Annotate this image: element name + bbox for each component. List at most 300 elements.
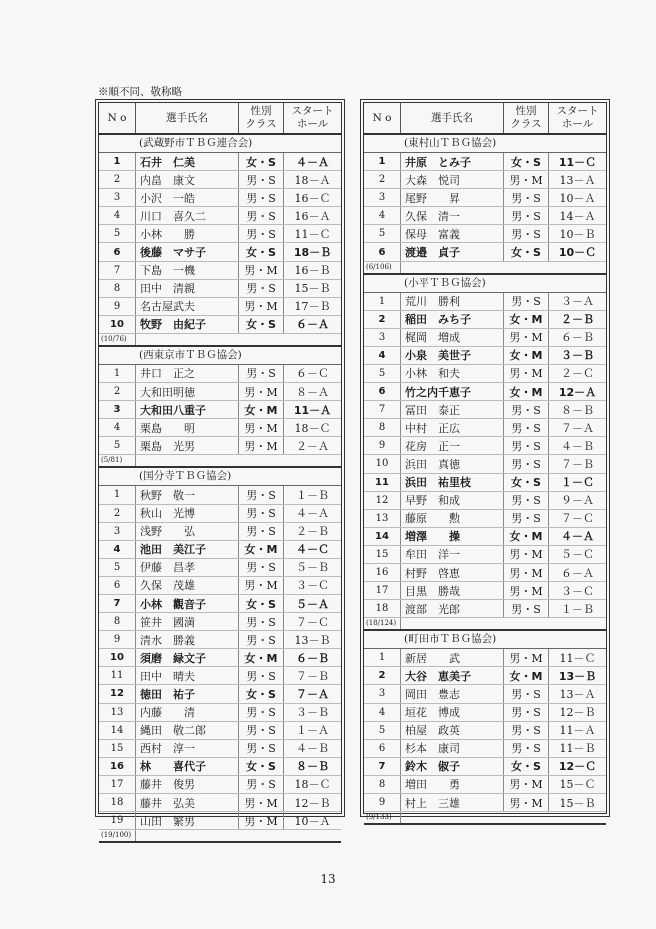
start-hole: 15－Ｃ bbox=[559, 778, 596, 792]
player-class: 男・M bbox=[504, 365, 549, 382]
player-number: 9 bbox=[99, 631, 136, 648]
player-class: 男・S bbox=[504, 722, 549, 739]
player-number: 9 bbox=[364, 794, 401, 811]
player-number: 19 bbox=[99, 812, 136, 829]
player-name: 増澤 操 bbox=[401, 528, 504, 545]
player-name: 秋野 敬一 bbox=[136, 486, 239, 503]
table-row bbox=[364, 758, 606, 776]
table-row bbox=[364, 600, 606, 618]
table-row bbox=[99, 171, 341, 189]
player-class: 男・S bbox=[239, 740, 284, 757]
start-hole: ３－Ｂ bbox=[296, 706, 329, 720]
table-row bbox=[364, 474, 606, 492]
player-number: 2 bbox=[99, 171, 136, 188]
player-number: 2 bbox=[364, 667, 401, 684]
group-title: (町田市ＴＢＧ協会) bbox=[364, 631, 606, 649]
note-text: ※順不同、敬称略 bbox=[98, 86, 182, 98]
player-number: 17 bbox=[99, 776, 136, 793]
player-class: 男・S bbox=[239, 559, 284, 576]
player-class: 男・M bbox=[504, 776, 549, 793]
player-name: 笹井 國満 bbox=[136, 613, 239, 630]
player-class: 女・M bbox=[504, 311, 549, 328]
table-row bbox=[99, 280, 341, 298]
player-name: 稲田 みち子 bbox=[401, 311, 504, 328]
player-number: 5 bbox=[364, 722, 401, 739]
player-class: 男・S bbox=[504, 704, 549, 721]
player-number: 1 bbox=[99, 153, 136, 170]
player-class: 男・S bbox=[504, 437, 549, 454]
player-number: 1 bbox=[99, 365, 136, 382]
table-row bbox=[364, 401, 606, 419]
start-hole: ３－Ｃ bbox=[296, 579, 329, 593]
start-hole: ６－Ｂ bbox=[561, 331, 594, 345]
player-class: 女・M bbox=[239, 541, 284, 558]
player-number: 10 bbox=[99, 316, 136, 333]
player-name: 久保 清一 bbox=[401, 207, 504, 224]
group-title: (小平ＴＢＧ協会) bbox=[364, 275, 606, 293]
player-name: 浜田 祐里枝 bbox=[401, 474, 504, 491]
table-row bbox=[99, 667, 341, 685]
table-row bbox=[99, 401, 341, 419]
player-name: 尾野 昇 bbox=[401, 189, 504, 206]
player-name: 村上 三雄 bbox=[401, 794, 504, 811]
player-number: 7 bbox=[364, 401, 401, 418]
left-table-body bbox=[99, 135, 341, 843]
player-number: 4 bbox=[99, 207, 136, 224]
start-hole: ４－Ａ bbox=[296, 155, 329, 169]
start-hole: ８－Ｂ bbox=[296, 760, 329, 774]
player-name: 岡田 豊志 bbox=[401, 685, 504, 702]
player-name: 秋山 光博 bbox=[136, 505, 239, 522]
start-hole: ７－Ｂ bbox=[296, 669, 329, 683]
player-number: 17 bbox=[364, 582, 401, 599]
player-name: 早野 和成 bbox=[401, 492, 504, 509]
player-name: 梶岡 増成 bbox=[401, 329, 504, 346]
player-name: 縄田 敬二郎 bbox=[136, 722, 239, 739]
player-class: 女・S bbox=[239, 316, 284, 333]
table-row bbox=[364, 546, 606, 564]
group-title: (国分寺ＴＢＧ協会) bbox=[99, 468, 341, 486]
start-hole: 10－Ｂ bbox=[559, 227, 596, 241]
start-hole: ７－Ａ bbox=[296, 687, 329, 701]
player-number: 2 bbox=[99, 505, 136, 522]
table-row bbox=[364, 704, 606, 722]
start-hole: 11－Ｃ bbox=[294, 227, 331, 241]
player-name: 牟田 洋一 bbox=[401, 546, 504, 563]
table-row bbox=[364, 171, 606, 189]
start-hole: ８－Ｂ bbox=[561, 403, 594, 417]
player-name: 須磨 緑文子 bbox=[136, 649, 239, 666]
player-class: 男・S bbox=[504, 510, 549, 527]
player-name: 杉本 康司 bbox=[401, 740, 504, 757]
player-name: 清水 勝義 bbox=[136, 631, 239, 648]
table-row bbox=[364, 492, 606, 510]
table-row bbox=[364, 794, 606, 812]
player-number: 1 bbox=[364, 649, 401, 666]
player-number: 13 bbox=[364, 510, 401, 527]
start-hole: 11－Ｂ bbox=[559, 742, 596, 756]
table-row bbox=[364, 189, 606, 207]
table-row bbox=[364, 153, 606, 171]
start-hole: 18－Ｂ bbox=[293, 246, 332, 260]
start-hole: 10－Ａ bbox=[294, 814, 331, 828]
player-class: 男・S bbox=[239, 722, 284, 739]
player-class: 男・M bbox=[239, 577, 284, 594]
start-hole: ８－Ａ bbox=[296, 385, 329, 399]
player-name: 田中 清親 bbox=[136, 280, 239, 297]
table-row bbox=[99, 419, 341, 437]
player-number: 6 bbox=[99, 243, 136, 260]
group-count-text: (6/106) bbox=[366, 262, 401, 273]
start-hole: ４－Ｂ bbox=[561, 439, 594, 453]
table-row bbox=[364, 722, 606, 740]
player-name: 徳田 祐子 bbox=[136, 685, 239, 702]
start-hole: 16－Ａ bbox=[294, 209, 331, 223]
header-name: 選手氏名 bbox=[136, 103, 239, 133]
player-name: 荒川 勝利 bbox=[401, 293, 504, 310]
player-name: 大和田八重子 bbox=[136, 401, 239, 418]
player-number: 2 bbox=[99, 383, 136, 400]
table-row bbox=[99, 595, 341, 613]
start-hole: 14－Ａ bbox=[559, 209, 596, 223]
player-class: 男・M bbox=[504, 649, 549, 666]
start-hole: ４－Ａ bbox=[296, 507, 329, 521]
table-row bbox=[99, 541, 341, 559]
player-class: 男・M bbox=[504, 582, 549, 599]
start-hole: ３－Ａ bbox=[561, 295, 594, 309]
player-number: 2 bbox=[364, 311, 401, 328]
player-class: 女・S bbox=[239, 758, 284, 775]
player-class: 男・S bbox=[239, 189, 284, 206]
player-class: 男・S bbox=[504, 189, 549, 206]
player-class: 男・S bbox=[239, 667, 284, 684]
header-no: N o bbox=[364, 103, 401, 133]
player-class: 男・M bbox=[239, 383, 284, 400]
player-class: 男・S bbox=[239, 613, 284, 630]
player-class: 男・M bbox=[504, 794, 549, 811]
table-row bbox=[364, 365, 606, 383]
player-class: 男・S bbox=[239, 225, 284, 242]
player-name: 石井 仁美 bbox=[136, 153, 239, 170]
player-number: 3 bbox=[99, 523, 136, 540]
player-name: 名古屋武夫 bbox=[136, 298, 239, 315]
player-name: 栗島 明 bbox=[136, 419, 239, 436]
player-number: 2 bbox=[364, 171, 401, 188]
start-hole: 13－Ｂ bbox=[558, 669, 597, 683]
player-number: 16 bbox=[364, 564, 401, 581]
start-hole: 16－Ｂ bbox=[294, 264, 331, 278]
player-number: 7 bbox=[99, 262, 136, 279]
player-name: 小泉 美世子 bbox=[401, 347, 504, 364]
player-class: 男・S bbox=[504, 207, 549, 224]
start-hole: ６－Ａ bbox=[296, 318, 329, 332]
player-number: 6 bbox=[364, 740, 401, 757]
table-row bbox=[364, 225, 606, 243]
table-row bbox=[364, 776, 606, 794]
header-hole-text: スタート ホール bbox=[291, 105, 334, 130]
player-number: 12 bbox=[99, 685, 136, 702]
table-row bbox=[364, 347, 606, 365]
player-number: 4 bbox=[364, 207, 401, 224]
start-hole: ４－Ｂ bbox=[296, 742, 329, 756]
start-hole: １－Ｂ bbox=[561, 602, 594, 616]
player-class: 女・S bbox=[504, 758, 549, 775]
player-name: 藤井 弘美 bbox=[136, 794, 239, 811]
start-hole: ４－Ｃ bbox=[296, 543, 329, 557]
player-number: 5 bbox=[364, 365, 401, 382]
player-name: 大森 悦司 bbox=[401, 171, 504, 188]
player-name: 井原 とみ子 bbox=[401, 153, 504, 170]
start-hole: 12－Ｂ bbox=[559, 706, 596, 720]
player-number: 15 bbox=[364, 546, 401, 563]
start-hole: ６－Ａ bbox=[561, 566, 594, 580]
player-number: 9 bbox=[99, 298, 136, 315]
group-title: (西東京市ＴＢＧ協会) bbox=[99, 347, 341, 365]
group-count bbox=[364, 262, 606, 275]
player-class: 男・S bbox=[504, 293, 549, 310]
start-hole: １－Ｃ bbox=[561, 476, 594, 490]
player-class: 男・S bbox=[239, 486, 284, 503]
start-hole: 10－Ａ bbox=[559, 191, 596, 205]
header-class bbox=[239, 103, 284, 133]
player-name: 鈴木 俶子 bbox=[401, 758, 504, 775]
table-row bbox=[364, 510, 606, 528]
table-row bbox=[99, 794, 341, 812]
table-row bbox=[99, 776, 341, 794]
player-class: 男・M bbox=[504, 329, 549, 346]
player-class: 女・M bbox=[504, 383, 549, 400]
player-name: 花房 正一 bbox=[401, 437, 504, 454]
player-number: 3 bbox=[364, 685, 401, 702]
player-number: 6 bbox=[364, 383, 401, 400]
player-class: 男・S bbox=[504, 225, 549, 242]
table-row bbox=[99, 740, 341, 758]
table-row bbox=[364, 528, 606, 546]
group-count-text: (10/76) bbox=[101, 334, 136, 345]
group-title: (武蔵野市ＴＢＧ連合会) bbox=[99, 135, 341, 153]
header-hole-text: スタート ホール bbox=[556, 105, 599, 130]
player-number: 8 bbox=[99, 613, 136, 630]
table-row bbox=[364, 419, 606, 437]
player-number: 5 bbox=[99, 559, 136, 576]
player-class: 女・S bbox=[239, 243, 284, 260]
player-class: 女・M bbox=[504, 667, 549, 684]
player-name: 中村 正広 bbox=[401, 419, 504, 436]
player-name: 川口 喜久二 bbox=[136, 207, 239, 224]
player-number: 3 bbox=[99, 401, 136, 418]
table-row bbox=[364, 649, 606, 667]
group-count bbox=[364, 812, 606, 825]
table-row bbox=[99, 207, 341, 225]
player-number: 4 bbox=[364, 704, 401, 721]
player-name: 後藤 マサ子 bbox=[136, 243, 239, 260]
player-class: 女・M bbox=[239, 401, 284, 418]
player-number: 1 bbox=[99, 486, 136, 503]
table-row bbox=[99, 243, 341, 261]
table-row bbox=[99, 262, 341, 280]
player-class: 女・S bbox=[504, 153, 549, 170]
start-hole: ５－Ｃ bbox=[561, 548, 594, 562]
group-title: (東村山ＴＢＧ協会) bbox=[364, 135, 606, 153]
player-number: 18 bbox=[99, 794, 136, 811]
group-count-text: (9/133) bbox=[366, 812, 401, 823]
table-row bbox=[364, 740, 606, 758]
table-row bbox=[99, 704, 341, 722]
player-class: 男・M bbox=[239, 794, 284, 811]
player-number: 8 bbox=[364, 419, 401, 436]
table-row bbox=[364, 667, 606, 685]
player-name: 林 喜代子 bbox=[136, 758, 239, 775]
header-hole bbox=[549, 103, 606, 133]
player-number: 8 bbox=[99, 280, 136, 297]
table-row bbox=[364, 437, 606, 455]
table-row bbox=[364, 311, 606, 329]
player-number: 3 bbox=[99, 189, 136, 206]
player-number: 7 bbox=[99, 595, 136, 612]
player-name: 増田 勇 bbox=[401, 776, 504, 793]
player-class: 男・S bbox=[239, 207, 284, 224]
player-name: 小沢 一皓 bbox=[136, 189, 239, 206]
player-class: 男・S bbox=[504, 401, 549, 418]
table-row bbox=[99, 505, 341, 523]
player-class: 男・S bbox=[239, 365, 284, 382]
player-class: 男・S bbox=[239, 171, 284, 188]
start-hole: ５－Ａ bbox=[296, 597, 329, 611]
player-name: 内藤 清 bbox=[136, 704, 239, 721]
player-class: 女・S bbox=[239, 595, 284, 612]
player-class: 男・S bbox=[239, 505, 284, 522]
table-row bbox=[99, 523, 341, 541]
start-hole: ２－Ａ bbox=[296, 439, 329, 453]
start-hole: 12－Ａ bbox=[558, 385, 597, 399]
player-name: 伊藤 昌孝 bbox=[136, 559, 239, 576]
group-count bbox=[364, 618, 606, 631]
player-name: 田中 晴夫 bbox=[136, 667, 239, 684]
player-class: 男・S bbox=[504, 419, 549, 436]
player-number: 5 bbox=[99, 437, 136, 454]
player-number: 9 bbox=[364, 437, 401, 454]
player-number: 10 bbox=[99, 649, 136, 666]
player-number: 18 bbox=[364, 600, 401, 617]
start-hole: 15－Ｂ bbox=[559, 796, 596, 810]
player-class: 女・M bbox=[504, 347, 549, 364]
player-class: 男・S bbox=[504, 600, 549, 617]
player-name: 小林 勝 bbox=[136, 225, 239, 242]
table-row bbox=[99, 758, 341, 776]
start-hole: 10－Ｃ bbox=[558, 246, 597, 260]
player-class: 女・M bbox=[239, 649, 284, 666]
group-count bbox=[99, 455, 341, 468]
player-name: 浅野 弘 bbox=[136, 523, 239, 540]
header-class-text: 性別 クラス bbox=[245, 105, 277, 130]
group-count bbox=[99, 334, 341, 347]
table-row bbox=[99, 365, 341, 383]
player-number: 6 bbox=[99, 577, 136, 594]
player-class: 男・M bbox=[504, 171, 549, 188]
player-number: 6 bbox=[364, 243, 401, 260]
player-name: 小林 和夫 bbox=[401, 365, 504, 382]
start-hole: 16－Ｃ bbox=[294, 191, 331, 205]
player-number: 5 bbox=[364, 225, 401, 242]
player-class: 男・S bbox=[239, 631, 284, 648]
player-name: 村野 啓恵 bbox=[401, 564, 504, 581]
player-name: 西村 淳一 bbox=[136, 740, 239, 757]
player-number: 14 bbox=[364, 528, 401, 545]
start-hole: 18－Ａ bbox=[294, 173, 331, 187]
table-row bbox=[364, 329, 606, 347]
player-number: 16 bbox=[99, 758, 136, 775]
player-name: 竹之内千恵子 bbox=[401, 383, 504, 400]
player-class: 女・M bbox=[504, 528, 549, 545]
player-number: 8 bbox=[364, 776, 401, 793]
table-row bbox=[99, 812, 341, 830]
player-name: 栗島 光男 bbox=[136, 437, 239, 454]
table-row bbox=[364, 383, 606, 401]
header-no: N o bbox=[99, 103, 136, 133]
player-number: 15 bbox=[99, 740, 136, 757]
player-name: 藤原 勲 bbox=[401, 510, 504, 527]
start-hole: ２－Ｃ bbox=[561, 367, 594, 381]
table-row bbox=[99, 383, 341, 401]
player-name: 柏屋 政英 bbox=[401, 722, 504, 739]
player-name: 池田 美江子 bbox=[136, 541, 239, 558]
start-hole: 11－Ａ bbox=[559, 724, 596, 738]
player-class: 男・S bbox=[239, 704, 284, 721]
start-hole: 12－Ｃ bbox=[558, 760, 597, 774]
player-number: 11 bbox=[99, 667, 136, 684]
start-hole: ３－Ｃ bbox=[561, 584, 594, 598]
player-number: 5 bbox=[99, 225, 136, 242]
start-hole: ２－Ｂ bbox=[296, 525, 329, 539]
player-class: 女・S bbox=[239, 153, 284, 170]
start-hole: ４－Ａ bbox=[561, 530, 594, 544]
player-class: 女・S bbox=[504, 474, 549, 491]
table-row bbox=[99, 298, 341, 316]
right-table-header bbox=[364, 103, 606, 135]
player-name: 山田 繁男 bbox=[136, 812, 239, 829]
right-table-inner bbox=[363, 102, 607, 822]
player-class: 男・M bbox=[504, 564, 549, 581]
table-row bbox=[99, 685, 341, 703]
player-number: 10 bbox=[364, 455, 401, 472]
player-class: 男・S bbox=[239, 280, 284, 297]
player-name: 牧野 由紀子 bbox=[136, 316, 239, 333]
player-name: 内畠 康文 bbox=[136, 171, 239, 188]
right-table bbox=[360, 99, 610, 822]
player-name: 冨田 泰正 bbox=[401, 401, 504, 418]
table-row bbox=[99, 189, 341, 207]
player-class: 男・S bbox=[239, 776, 284, 793]
table-row bbox=[99, 437, 341, 455]
group-count-text: (5/81) bbox=[101, 455, 136, 466]
player-number: 1 bbox=[364, 293, 401, 310]
player-class: 男・S bbox=[504, 455, 549, 472]
player-class: 男・M bbox=[239, 812, 284, 829]
table-row bbox=[364, 685, 606, 703]
player-class: 男・M bbox=[239, 437, 284, 454]
right-table-body bbox=[364, 135, 606, 825]
start-hole: 13－Ａ bbox=[559, 173, 596, 187]
player-class: 女・S bbox=[239, 685, 284, 702]
player-name: 大和田明徳 bbox=[136, 383, 239, 400]
player-name: 新居 武 bbox=[401, 649, 504, 666]
table-row bbox=[99, 649, 341, 667]
table-row bbox=[99, 225, 341, 243]
start-hole: 12－Ｂ bbox=[294, 796, 331, 810]
header-class bbox=[504, 103, 549, 133]
start-hole: ５－Ｂ bbox=[296, 561, 329, 575]
header-hole bbox=[284, 103, 341, 133]
